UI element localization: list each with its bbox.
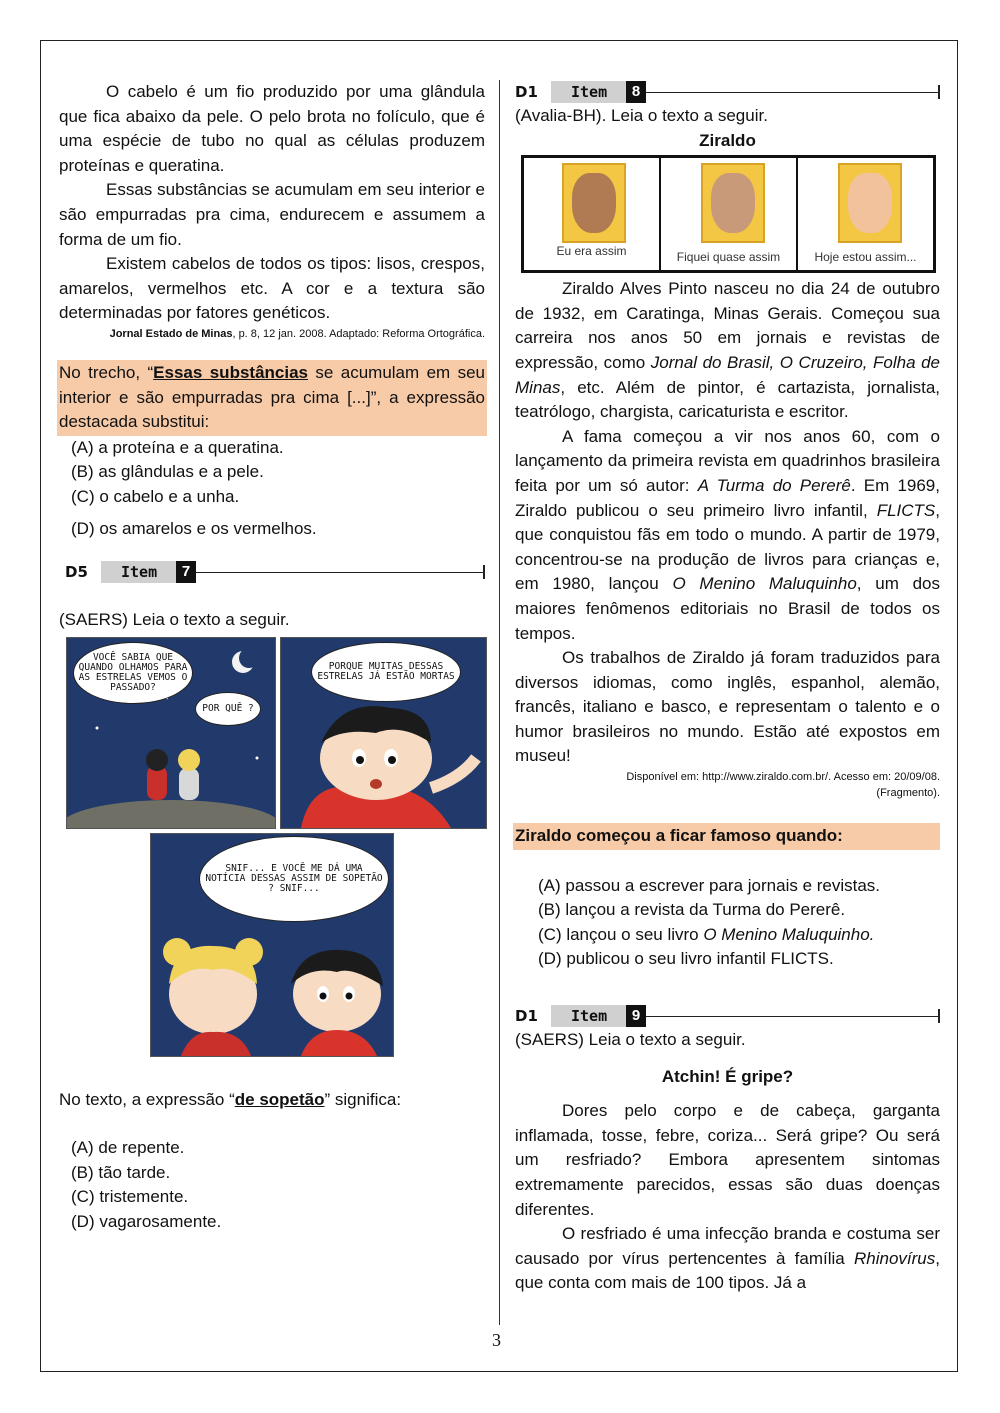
passage-paragraph: Os trabalhos de Ziraldo já foram traduzidos para diversos idiomas, como inglês, espanhol, alemão, francês, italiano e basco, e representam o talento e o humor brasileiros no mundo. Estão até expostos em museu! [515,648,940,766]
option-c[interactable]: (C) lançou o seu livro O Menino Maluquinho. [538,924,875,944]
item-label: Item [101,561,176,583]
option-b[interactable]: (B) lançou a revista da Turma do Pererê. [538,900,846,920]
item-label: Item [551,81,626,103]
option-d[interactable]: (D) os amarelos e os vermelhos. [71,518,317,538]
portrait-cell [524,158,661,270]
option-a[interactable]: (A) de repente. [71,1138,185,1158]
comic-panel-1 [66,637,276,829]
descriptor-code: D5 [65,562,88,581]
portrait-cell [661,158,798,270]
item-7-intro: (SAERS) Leia o texto a seguir. [59,610,290,630]
item-9-intro: (SAERS) Leia o texto a seguir. [515,1030,746,1050]
portrait-cell [798,158,933,270]
portrait-caption: Hoje estou assim... [814,250,917,265]
speech-bubble: PORQUE MUITAS DESSAS ESTRELAS JÁ ESTÃO MORTAS [311,642,461,702]
option-a[interactable]: (A) passou a escrever para jornais e revistas. [538,875,881,895]
item-label: Item [551,1005,626,1027]
item-number: 9 [626,1005,646,1027]
text-title: Ziraldo [699,130,756,150]
descriptor-code: D1 [515,82,538,101]
item-8-question: Ziraldo começou a ficar famoso quando: [513,823,940,850]
passage-paragraph: A fama começou a vir nos anos 60, com o lançamento da primeira revista em quadrinhos brasileira feita por um só autor: A Turma do Pererê. Em 1969, Ziraldo publicou o seu primeiro livro infantil, FLICTS, que conquistou fãs em todo o mundo. A partir de 1979, concentrou-se na produção de livros para crianças e, em 1980, lançou O Menino Maluquinho, um dos maiores fenômenos editoriais no Brasil de todos os tempos. [515,426,941,643]
speech-bubble: SNIF... E VOCÊ ME DÁ UMA NOTÍCIA DESSAS ASSIM DE SOPETÃO ? SNIF... [199,836,389,922]
passage-source-note: (Fragmento). [876,787,940,800]
passage-source: Disponível em: http://www.ziraldo.com.br/. Acesso em: 20/09/08. [626,771,940,784]
comic-strip [59,637,485,1055]
left-column [59,80,485,1235]
option-a[interactable]: (A) a proteína e a queratina. [71,437,284,457]
descriptor-code: D1 [515,1006,538,1025]
option-c[interactable]: (C) tristemente. [71,1187,189,1207]
portrait-caption: Eu era assim [556,244,627,259]
ziraldo-portraits [521,155,936,273]
item-8-header [515,80,940,104]
portrait-image [838,163,902,243]
right-column [515,80,940,1296]
page-number: 3 [492,1330,501,1350]
comic-panel-2 [280,637,487,829]
question-1-prompt: No trecho, “Essas substâncias se acumulam em seu interior e são empurradas pra cima [...]”, a expressão destacada substitui: [57,360,487,436]
passage-paragraph: Dores pelo corpo e de cabeça, garganta inflamada, tosse, febre, coriza... Será gripe? Ou será um resfriado? Embora apresentem sintomas extremamente parecidos, essas são duas doenças diferentes. [515,1101,940,1219]
passage-source: Jornal Estado de Minas, p. 8, 12 jan. 2008. Adaptado: Reforma Ortográfica. [109,327,485,340]
option-b[interactable]: (B) tão tarde. [71,1162,171,1182]
passage-paragraph: Essas substâncias se acumulam em seu interior e são empurradas pra cima, endurecem e assumem a forma de um fio. [59,180,485,249]
option-b[interactable]: (B) as glândulas e a pele. [71,462,264,482]
passage-paragraph: Existem cabelos de todos os tipos: lisos, crespos, amarelos, vermelhos etc. A cor e a textura são determinadas por fatores genéticos. [59,254,485,323]
item-7-question: No texto, a expressão “de sopetão” significa: [59,1089,402,1109]
item-number: 7 [176,561,196,583]
item-9-header [515,1004,940,1028]
speech-bubble: POR QUÊ ? [195,692,261,726]
item-number: 8 [626,81,646,103]
portrait-image [701,163,765,243]
text-title: Atchin! É gripe? [661,1066,794,1086]
option-c[interactable]: (C) o cabelo e a unha. [71,486,240,506]
passage-paragraph: Ziraldo Alves Pinto nasceu no dia 24 de outubro de 1932, em Caratinga, Minas Gerais. Começou sua carreira nos anos 50 em jornais e revistas de expressão, como Jornal do Brasil, O Cruzeiro, Folha de Minas, etc. Além de pintor, é cartazista, jornalista, teatrólogo, chargista, caricaturista e escritor. [515,279,940,422]
option-d[interactable]: (D) publicou o seu livro infantil FLICTS. [538,949,834,969]
passage-paragraph: O cabelo é um fio produzido por uma glândula que fica abaixo da pele. O pelo brota no folículo, que é uma espécie de tubo no qual as células produzem proteínas e queratina. [59,82,485,175]
item-7-header [65,560,485,584]
column-divider [499,80,500,1325]
option-d[interactable]: (D) vagarosamente. [71,1212,222,1232]
portrait-caption: Fiquei quase assim [676,250,781,265]
passage-paragraph: O resfriado é uma infecção branda e costuma ser causado por vírus pertencentes à família Rhinovírus, que conta com mais de 100 tipos. Já a [515,1224,940,1293]
speech-bubble: VOCÊ SABIA QUE QUANDO OLHAMOS PARA AS ESTRELAS VEMOS O PASSADO? [73,642,193,704]
comic-panel-3 [150,833,394,1057]
item-8-intro: (Avalia-BH). Leia o texto a seguir. [515,106,768,125]
portrait-image [562,163,626,243]
